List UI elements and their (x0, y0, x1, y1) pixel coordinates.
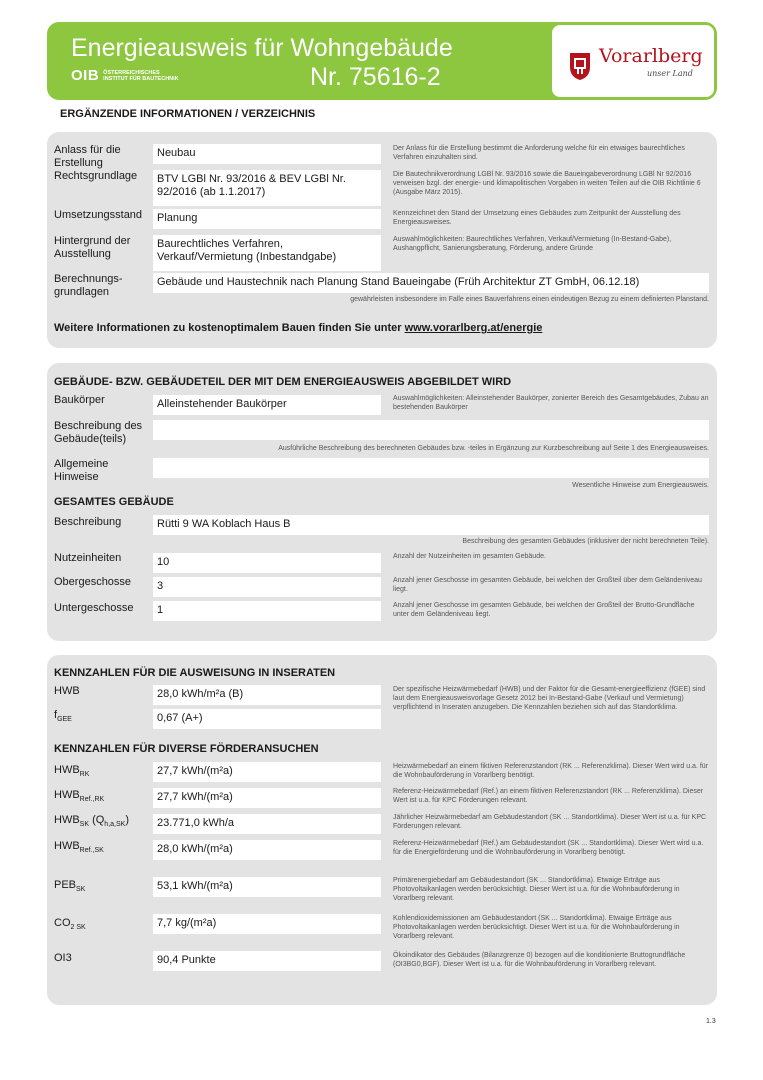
label-hwb-ref-sk-sub: Ref.,SK (79, 847, 104, 855)
vorarlberg-logo (552, 25, 714, 97)
hint-untergeschosse: Anzahl jener Geschosse im gesamten Gebäude, bei welchen der Großteil der Brutto-Grundfläche unter dem Geländeniveau liegt. (393, 602, 695, 618)
label-hwb-sk-extra: (Q (89, 814, 105, 826)
label-hintergrund: Hintergrund der Ausstellung (54, 235, 131, 260)
field-hwb-sk: 23.771,0 kWh/a (153, 814, 381, 834)
hint-baukoerper: Auswahlmöglichkeiten: Alleinstehender Baukörper, zonierter Bereich des Gesamtgebäudes, Zubau an bestehenden Baukörper (393, 395, 709, 411)
label-hwb-ref-rk-sub: Ref.,RK (79, 796, 105, 804)
oib-mark: OIB (71, 67, 100, 84)
hint-oi3: Ökoindikator des Gebäudes (Bilanzgrenze 0) bezogen auf die konditionierte Bruttogrundfläche (OI3BG0,BGF). Dieser Wert ist u.a. für die Wohnbauförderung in Vorarlberg relevant. (393, 952, 686, 968)
field-peb-sk: 53,1 kWh/(m²a) (153, 877, 381, 897)
field-baukoerper: Alleinstehender Baukörper (153, 395, 381, 415)
field-untergeschosse: 1 (153, 601, 381, 621)
label-hwb: HWB (54, 685, 80, 697)
subheading-gesamtes-gebaeude: GESAMTES GEBÄUDE (54, 496, 174, 508)
field-umsetzungsstand: Planung (153, 209, 381, 229)
oib-text (103, 70, 178, 82)
field-hwb-ref-sk: 28,0 kWh/(m²a) (153, 840, 381, 860)
field-hwb-ref-rk: 27,7 kWh/(m²a) (153, 788, 381, 808)
label-hwb-ref-sk (54, 840, 104, 857)
label-hwb-rk (54, 764, 89, 781)
info-line (54, 322, 542, 334)
header-banner (47, 22, 717, 100)
label-baukoerper: Baukörper (54, 394, 105, 406)
label-hwb-sk-sub: SK (79, 821, 90, 829)
oib-line-2: INSTITUT FÜR BAUTECHNIK (103, 75, 179, 82)
info-link[interactable]: www.vorarlberg.at/energie (404, 322, 543, 334)
label-umsetzungsstand: Umsetzungsstand (54, 209, 143, 221)
label-co2-sk-sub: 2 SK (70, 924, 86, 932)
label-allgemeine-hinweise: Allgemeine Hinweise (54, 458, 109, 483)
label-beschreibung: Beschreibung (54, 516, 122, 528)
label-nutzeinheiten: Nutzeinheiten (54, 552, 122, 564)
logo-subtitle: unser Land (647, 69, 693, 78)
subheading-foerderansuchen: KENNZAHLEN FÜR DIVERSE FÖRDERANSUCHEN (54, 743, 319, 755)
oib-logo (71, 67, 179, 84)
hint-berechnungsgrundlagen: gewährleisten insbesondere im Falle eines Bauverfahrens einen eindeutigen Bezug zu einem definierten Planstand. (350, 296, 709, 303)
label-beschreibung-gebaeudeteil: Beschreibung des Gebäude(teils) (54, 420, 143, 445)
hint-anlass: Der Anlass für die Erstellung bestimmt die Anforderung welche für ein etwaiges baurechtliches Verfahren einzuhalten sind. (393, 145, 685, 161)
label-fgee-main: f (54, 709, 58, 721)
label-hwb-ref-rk (54, 789, 104, 806)
panel-ergaenzende-info (47, 132, 717, 348)
section-title-kennzahlen-inserate: KENNZAHLEN FÜR DIE AUSWEISUNG IN INSERATEN (54, 667, 336, 679)
document-title: Energieausweis für Wohngebäude (71, 34, 453, 62)
hint-umsetzungsstand: Kennzeichnet den Stand der Umsetzung eines Gebäudes zum Zeitpunkt der Ausstellung des Energieausweises. (393, 210, 681, 226)
hint-hwb-rk: Heizwärmebedarf an einem fiktiven Referenzstandort (RK ... Referenzklima). Dieser Wert wird u.a. für die Wohnbauförderung in Vorarlberg benötigt. (393, 763, 708, 779)
hint-hwb-ref-sk: Referenz-Heizwärmebedarf (Ref.) am Gebäudestandort (SK ... Standortklima). Dieser Wert wird u.a. für die Energieförderung und die Wohnbauförderung in Vorarlberg benötigt. (393, 840, 704, 856)
label-co2-sk-main: CO (54, 917, 71, 929)
hint-rechtsgrundlage: Die Bautechnikverordnung LGBl Nr. 93/2016 sowie die Baueingabeverordnung LGBl Nr 92/2016 verweisen bzgl. der energie- und klimapolitischen Vorgaben in weiten Teilen auf die OIB Richtlinie 6 (Ausgabe März 2015). (393, 171, 701, 196)
field-beschreibung-gebaeudeteil (153, 420, 709, 440)
label-fgee-sub: GEE (57, 716, 72, 724)
label-peb-sk-main: PEB (54, 879, 77, 891)
label-hwb-ref-rk-main: HWB (54, 789, 80, 801)
field-rechtsgrundlage: BTV LGBl Nr. 93/2016 & BEV LGBl Nr. 92/2016 (ab 1.1.2017) (153, 170, 381, 206)
section-title-gebaeude: GEBÄUDE- BZW. GEBÄUDETEIL DER MIT DEM ENERGIEAUSWEIS ABGEBILDET WIRD (54, 376, 512, 388)
hint-peb-sk: Primärenergiebedarf am Gebäudestandort (SK ... Standortklima). Etwaige Erträge aus Photovoltaikanlagen werden berücksichtigt. Dieser Wert ist u.a. für die Wohnbauförderung in Vorarlberg relevant. (393, 877, 680, 902)
field-fgee: 0,67 (A+) (153, 709, 381, 729)
label-oi3 (54, 952, 72, 965)
panel-kennzahlen (47, 655, 717, 1005)
field-allgemeine-hinweise (153, 458, 709, 478)
label-obergeschosse: Obergeschosse (54, 576, 132, 588)
field-hintergrund: Baurechtliches Verfahren, Verkauf/Vermietung (Inbestandgabe) (153, 235, 381, 271)
hint-beschreibung: Beschreibung des gesamten Gebäudes (inklusiver der nicht berechneten Teile). (462, 538, 709, 545)
hint-inserat: Der spezifische Heizwärmebedarf (HWB) und der Faktor für die Gesamt-energieeffizienz (fGEE) sind laut dem Energieausweisvorlage Gesetz 2012 bei In-Bestand-Gabe (Verkauf und Vermietung) verpflichtend in Inseraten anzugeben. Die Kennzahlen beziehen sich auf das Standortklima. (393, 686, 706, 711)
label-hwb-sk-extra-sub: h,a,SK (104, 821, 126, 829)
field-nutzeinheiten: 10 (153, 553, 381, 573)
section-title-ergaenzende-info: ERGÄNZENDE INFORMATIONEN / VERZEICHNIS (60, 108, 316, 120)
hint-hwb-sk: Jährlicher Heizwärmebedarf am Gebäudestandort (SK ... Standortklima). Dieser Wert ist u.a. für KPC Förderungen relevant. (393, 814, 707, 830)
crest-icon (568, 51, 592, 81)
label-hwb-ref-sk-main: HWB (54, 840, 80, 852)
panel-gebaeude (47, 363, 717, 641)
info-text: Weitere Informationen zu kostenoptimalem Bauen finden Sie unter (54, 322, 405, 334)
hint-allgemeine-hinweise: Wesentliche Hinweise zum Energieausweis. (572, 482, 709, 489)
oib-line-1: ÖSTERREICHISCHES (103, 69, 160, 76)
hint-hintergrund: Auswahlmöglichkeiten: Baurechtliches Verfahren, Verkauf/Vermietung (In-Bestand-Gabe), Aushangpflicht, Sanierungsberatung, Förderung, andere Gründe (393, 236, 672, 252)
label-hwb-sk-main: HWB (54, 814, 80, 826)
field-oi3: 90,4 Punkte (153, 951, 381, 971)
field-berechnungsgrundlagen: Gebäude und Haustechnik nach Planung Stand Baueingabe (Früh Architektur ZT GmbH, 06.12.18) (153, 273, 709, 293)
page-number: 1.3 (706, 1018, 716, 1025)
label-oi3-main: OI3 (54, 952, 72, 964)
document-number: Nr. 75616-2 (310, 63, 441, 91)
hint-obergeschosse: Anzahl jener Geschosse im gesamten Gebäude, bei welchen der Großteil über dem Geländeniveau liegt. (393, 577, 702, 593)
hint-hwb-ref-rk: Referenz-Heizwärmebedarf (Ref.) an einem fiktiven Referenzstandort (RK ... Referenzklima). Dieser Wert ist u.a. für KPC Förderungen relevant. (393, 788, 704, 804)
label-peb-sk (54, 879, 85, 896)
label-anlass: Anlass für die Erstellung (54, 144, 121, 169)
label-rechtsgrundlage: Rechtsgrundlage (54, 170, 138, 182)
field-hwb-rk: 27,7 kWh/(m²a) (153, 762, 381, 782)
hint-nutzeinheiten: Anzahl der Nutzeinheiten im gesamten Gebäude. (393, 553, 546, 560)
label-co2-sk (54, 917, 86, 934)
label-berechnungsgrundlagen: Berechnungs-grundlagen (54, 273, 123, 298)
field-hwb: 28,0 kWh/m²a (B) (153, 685, 381, 705)
label-hwb-rk-sub: RK (79, 771, 90, 779)
label-fgee (54, 709, 72, 726)
hint-beschreibung-gebaeudeteil: Ausführliche Beschreibung des berechneten Gebäudes bzw. -teiles in Ergänzung zur Kurzbeschreibung auf Seite 1 des Energieausweises. (278, 445, 709, 452)
logo-text: Vorarlberg (599, 45, 703, 67)
label-hwb-sk-extra-end: ) (125, 814, 129, 826)
label-untergeschosse: Untergeschosse (54, 602, 134, 614)
hint-co2-sk: Kohlendioxidemissionen am Gebäudestandort (SK ... Standortklima). Etwaige Erträge aus Photovoltaikanlagen werden berücksichtigt. Dieser Wert ist u.a. für die Wohnbauförderung in Vorarlberg relevant. (393, 915, 680, 940)
field-anlass: Neubau (153, 144, 381, 164)
field-beschreibung: Rütti 9 WA Koblach Haus B (153, 515, 709, 535)
field-co2-sk: 7,7 kg/(m²a) (153, 914, 381, 934)
label-hwb-sk (54, 814, 129, 831)
field-obergeschosse: 3 (153, 577, 381, 597)
label-peb-sk-sub: SK (76, 886, 86, 894)
label-hwb-rk-main: HWB (54, 764, 80, 776)
